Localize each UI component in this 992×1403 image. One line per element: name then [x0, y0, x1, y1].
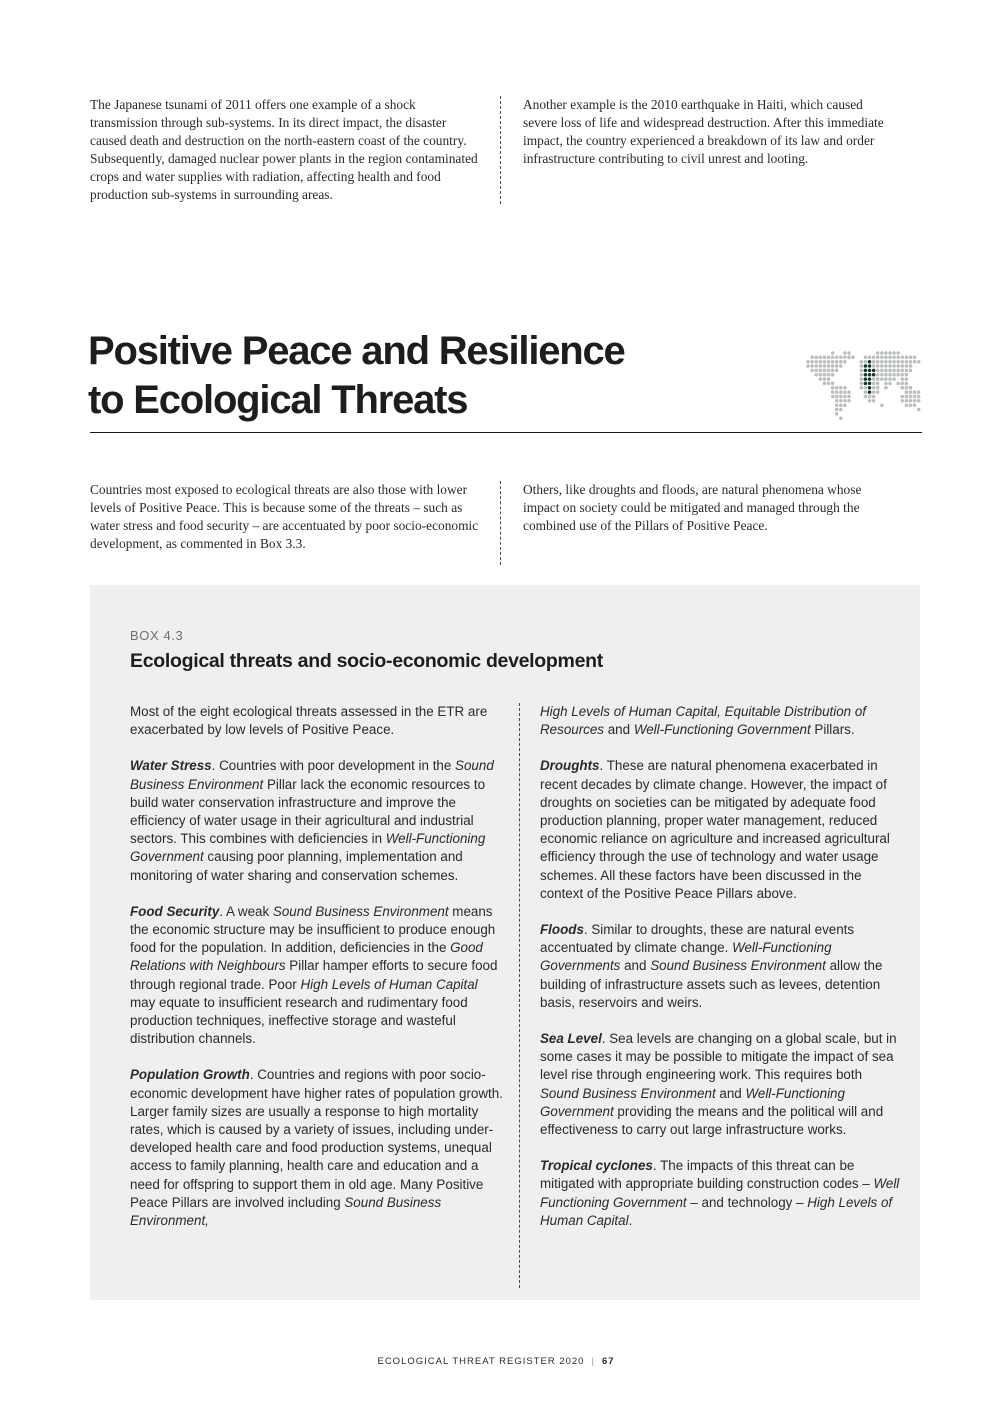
intro-section	[90, 481, 920, 565]
box-right-column	[520, 703, 900, 1288]
box-paragraph: Floods. Similar to droughts, these are natural events accentuated by climate change. Well-Functioning Governments and Sound Business Environment allow the building of infrastructure assets such as levees, detention basis, reservoirs and weirs.	[540, 922, 883, 1010]
footer-page-number: 67	[601, 1356, 615, 1367]
box-paragraph: High Levels of Human Capital, Equitable Distribution of Resources and Well-Functioning Government Pillars.	[540, 704, 867, 738]
top-narrative-section	[90, 96, 920, 204]
box-paragraph: Most of the eight ecological threats assessed in the ETR are exacerbated by low levels of Positive Peace.	[130, 704, 488, 738]
info-box	[90, 585, 920, 1300]
title-rule	[90, 432, 922, 433]
intro-left-paragraph: Countries most exposed to ecological threats are also those with lower levels of Positive Peace. This is because some of the threats – such as water stress and food security – are accentuated by poor socio-economic development, as commented in Box 3.3.	[90, 482, 479, 551]
footer-report-title: ECOLOGICAL THREAT REGISTER 2020	[377, 1356, 585, 1367]
page-title-line1: Positive Peace and Resilience	[88, 329, 625, 373]
box-left-column	[130, 703, 505, 1288]
top-right-paragraph: Another example is the 2010 earthquake in Haiti, which caused severe loss of life and widespread destruction. After this immediate impact, the country experienced a breakdown of its law and order infrastructure contributing to civil unrest and looting.	[523, 97, 884, 166]
page-title-line2: to Ecological Threats	[88, 378, 468, 422]
page-footer	[0, 1356, 992, 1367]
box-paragraph: Sea Level. Sea levels are changing on a global scale, but in some cases it may be possible to mitigate the impact of sea level rise through engineering work. This requires both Sound Business Environment and Well-Functioning Government providing the means and the political will and effectiveness to carry out large infrastructure works.	[540, 1031, 897, 1138]
box-columns	[130, 703, 920, 1288]
box-paragraph: Water Stress. Countries with poor development in the Sound Business Environment Pillar lack the economic resources to build water conservation infrastructure and improve the efficiency of water usage in their agricultural and industrial sectors. This combines with deficiencies in Well-Functioning Government causing poor planning, implementation and monitoring of water sharing and conservation schemes.	[130, 758, 494, 883]
box-label: BOX 4.3	[130, 628, 184, 643]
page-title	[88, 327, 808, 425]
top-left-paragraph: The Japanese tsunami of 2011 offers one example of a shock transmission through sub-systems. In its direct impact, the disaster caused death and destruction on the north-eastern coast of the country. Subsequently, damaged nuclear power plants in the region contaminated crops and water supplies with radiation, affecting health and food production sub-systems in surrounding areas.	[90, 97, 478, 202]
box-paragraph: Population Growth. Countries and regions with poor socio-economic development have higher rates of population growth. Larger family sizes are usually a response to high mortality rates, which is caused by a variety of issues, including under-developed health care and food production systems, unequal access to family planning, health care and education and a need for offspring to support them in old age. Many Positive Peace Pillars are involved including Sound Business Environment,	[130, 1067, 503, 1229]
box-paragraph: Tropical cyclones. The impacts of this threat can be mitigated with appropriate building construction codes – Well Functioning Government – and technology – High Levels of Human Capital.	[540, 1158, 900, 1228]
intro-right-paragraph: Others, like droughts and floods, are natural phenomena whose impact on society could be mitigated and managed through the combined use of the Pillars of Positive Peace.	[523, 482, 862, 533]
footer-separator: |	[591, 1356, 595, 1367]
box-paragraph: Food Security. A weak Sound Business Environment means the economic structure may be insufficient to produce enough food for the population. In addition, deficiencies in the Good Relations with Neighbours Pillar hamper efforts to secure food through regional trade. Poor High Levels of Human Capital may equate to insufficient research and rudimentary food production techniques, ineffective storage and wasteful distribution channels.	[130, 903, 498, 1047]
box-title: Ecological threats and socio-economic development	[130, 650, 603, 672]
dot-world-map-icon	[806, 351, 930, 425]
box-paragraph: Droughts. These are natural phenomena exacerbated in recent decades by climate change. However, the impact of droughts on societies can be mitigated by adequate food production planning, proper water management, reduced economic reliance on agriculture and increased agricultural efficiency through the use of technology and water usage schemes. All these factors have been discussed in the context of the Positive Peace Pillars above.	[540, 758, 890, 901]
